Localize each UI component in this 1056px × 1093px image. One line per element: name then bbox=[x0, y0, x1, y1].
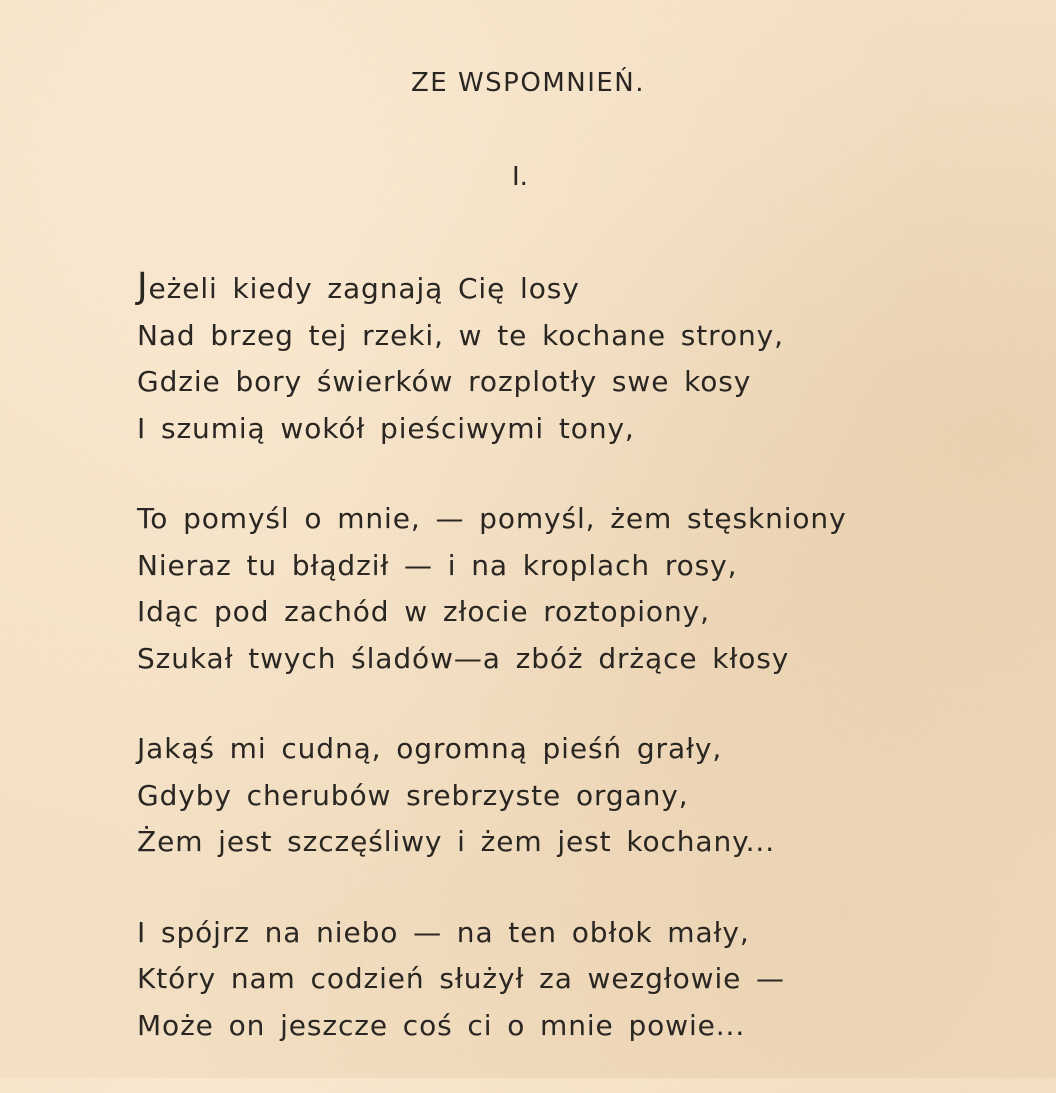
poem-line: Nad brzeg tej rzeki, w te kochane strony, bbox=[137, 318, 784, 352]
poem-line: I spójrz na niebo — na ten obłok mały, bbox=[137, 915, 750, 949]
poem-line: Szukał twych śladów—a zbóż drżące kłosy bbox=[137, 641, 790, 675]
poem-line: I szumią wokół pieściwymi tony, bbox=[137, 411, 635, 445]
stanza bbox=[137, 910, 1037, 1050]
stanza bbox=[137, 726, 1037, 866]
poem-title: ZE WSPOMNIEŃ. bbox=[410, 68, 646, 98]
poem-line-first-rest: eżeli kiedy zagnają Cię losy bbox=[148, 272, 580, 305]
poem-line: Nieraz tu błądził — i na kroplach rosy, bbox=[137, 548, 738, 582]
poem-body bbox=[137, 264, 1037, 1093]
poem-line: Gdyby cherubów srebrzyste organy, bbox=[137, 778, 689, 812]
stanza bbox=[137, 496, 1037, 682]
poem-line-first bbox=[137, 264, 1037, 313]
poem-line: Idąc pod zachód w złocie roztopiony, bbox=[137, 595, 710, 628]
stanza bbox=[137, 264, 1037, 452]
section-number: I. bbox=[512, 162, 528, 192]
poem-line: Gdzie bory świerków rozplotły swe kosy bbox=[137, 365, 752, 398]
poem-line: Może on jeszcze coś ci o mnie powie... bbox=[137, 1008, 746, 1042]
poem-line: To pomyśl o mnie, — pomyśl, żem stęskniony bbox=[137, 502, 847, 535]
poem-line: Żem jest szczęśliwy i żem jest kochany... bbox=[137, 825, 776, 858]
poem-line: Jakąś mi cudną, ogromną pieśń grały, bbox=[137, 732, 723, 765]
drop-cap: J bbox=[137, 266, 149, 307]
poem-line: Który nam codzień służył za wezgłowie — bbox=[137, 962, 785, 995]
